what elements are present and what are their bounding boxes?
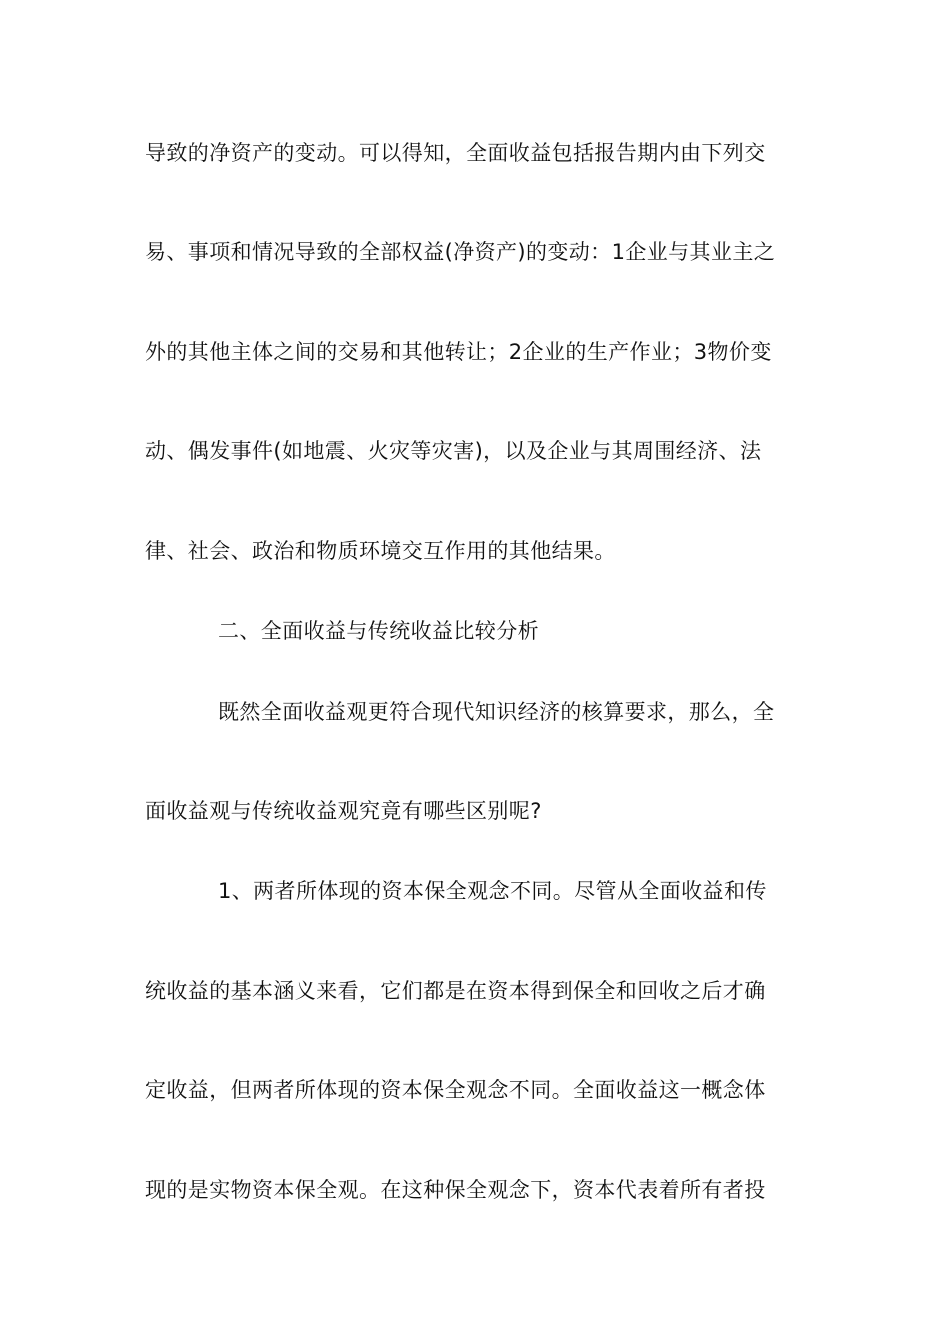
paragraph-1-line-5: 律、社会、政治和物质环境交互作用的其他结果。 [145, 539, 616, 563]
section-heading: 二、全面收益与传统收益比较分析 [218, 619, 539, 643]
paragraph-1-line-3: 外的其他主体之间的交易和其他转让；2企业的生产作业；3物价变 [145, 340, 772, 364]
paragraph-3-line-2: 统收益的基本涵义来看，它们都是在资本得到保全和回收之后才确 [145, 979, 766, 1003]
paragraph-3-line-3: 定收益，但两者所体现的资本保全观念不同。全面收益这一概念体 [145, 1078, 766, 1102]
paragraph-1-line-1: 导致的净资产的变动。可以得知，全面收益包括报告期内由下列交 [145, 141, 766, 165]
paragraph-3-line-1: 1、两者所体现的资本保全观念不同。尽管从全面收益和传 [218, 879, 767, 903]
paragraph-2-line-2: 面收益观与传统收益观究竟有哪些区别呢? [145, 799, 542, 823]
paragraph-1-line-2: 易、事项和情况导致的全部权益(净资产)的变动：1企业与其业主之 [145, 240, 776, 264]
paragraph-1-line-4: 动、偶发事件(如地震、火灾等灾害)，以及企业与其周围经济、法 [145, 439, 762, 463]
paragraph-3-line-4: 现的是实物资本保全观。在这种保全观念下，资本代表着所有者投 [145, 1178, 766, 1202]
paragraph-2-line-1: 既然全面收益观更符合现代知识经济的核算要求，那么，全 [218, 700, 775, 724]
